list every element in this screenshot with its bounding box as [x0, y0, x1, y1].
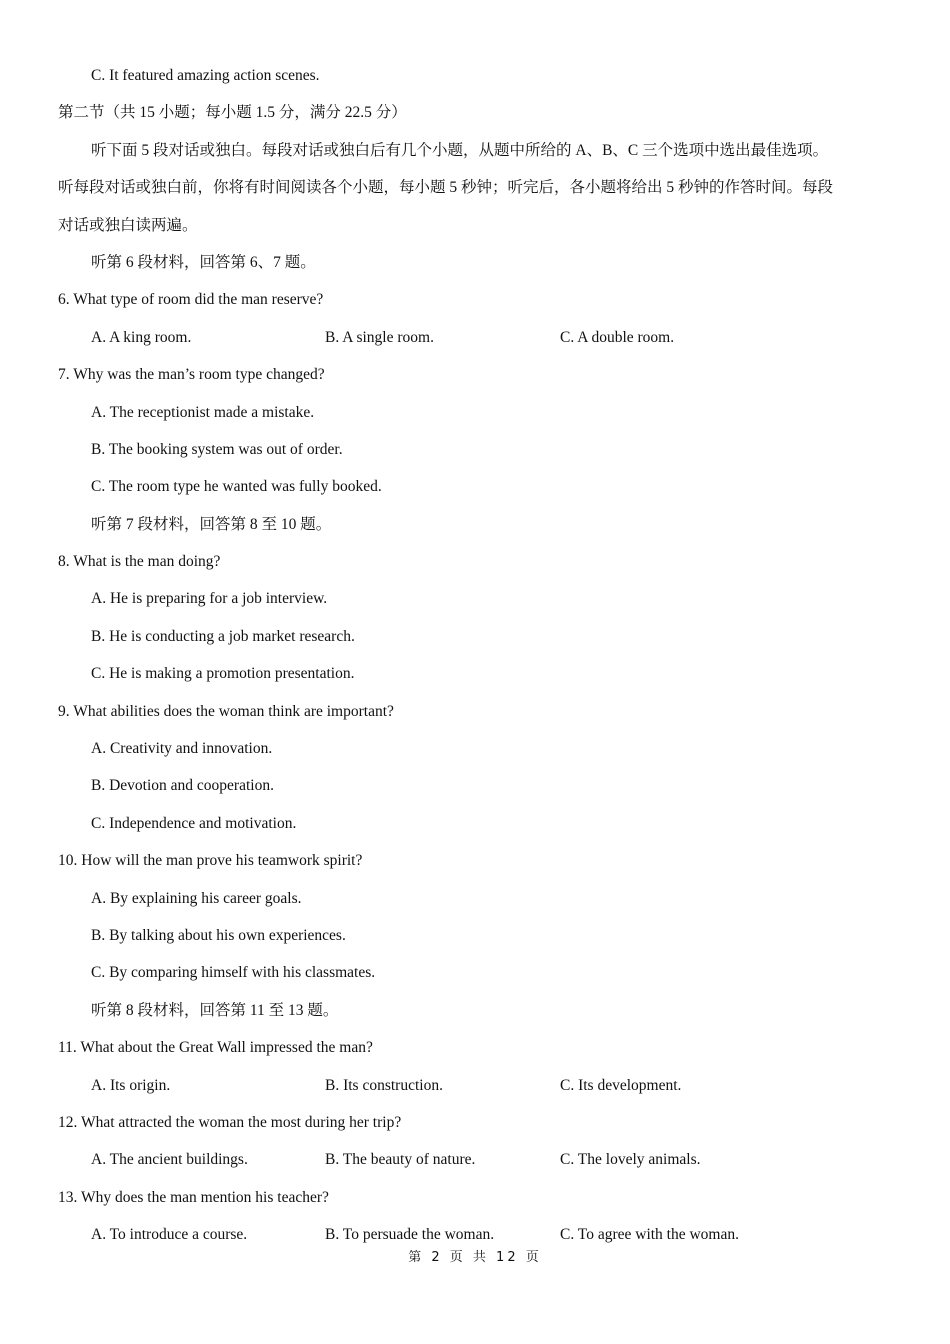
option-line	[0, 880, 950, 917]
instruction-line	[0, 506, 950, 543]
answer-option: B. Its construction.	[325, 1076, 443, 1094]
line-text: C. He is making a promotion presentation.	[91, 665, 355, 683]
line-text: 12. What attracted the woman the most during her trip?	[58, 1113, 402, 1131]
line-text: C. Independence and motivation.	[91, 814, 297, 832]
option-line	[0, 468, 950, 505]
line-text: 听第 7 段材料，回答第 8 至 10 题。	[91, 515, 332, 533]
option-line	[0, 618, 950, 655]
line-text: C. The room type he wanted was fully booked.	[91, 478, 382, 496]
question-stem	[0, 1104, 950, 1141]
line-text: A. By explaining his career goals.	[91, 889, 302, 907]
option-line	[0, 394, 950, 431]
line-text: 11. What about the Great Wall impressed the man?	[58, 1039, 373, 1057]
option-line	[0, 767, 950, 804]
line-text: 7. Why was the man’s room type changed?	[58, 366, 325, 384]
answer-option: B. The beauty of nature.	[325, 1151, 476, 1169]
option-row	[0, 1141, 950, 1178]
page-footer: 第 2 页 共 12 页	[408, 1250, 542, 1265]
instruction-line	[0, 244, 950, 281]
question-stem	[0, 356, 950, 393]
line-text: C. It featured amazing action scenes.	[91, 67, 320, 84]
line-text: A. The receptionist made a mistake.	[91, 403, 315, 421]
question-stem	[0, 281, 950, 318]
question-stem	[0, 693, 950, 730]
option-line	[0, 580, 950, 617]
option-line	[0, 805, 950, 842]
line-text: 听下面 5 段对话或独白。每段对话或独白后有几个小题，从题中所给的 A、B、C 三个选项中选出最佳选项。	[91, 141, 829, 159]
line-text: 听每段对话或独白前，你将有时间阅读各个小题，每小题 5 秒钟；听完后，各小题将给出 5 秒钟的作答时间。每段	[58, 179, 834, 197]
answer-option: C. To agree with the woman.	[560, 1226, 739, 1244]
line-text: B. The booking system was out of order.	[91, 440, 343, 458]
answer-option: C. A double room.	[560, 328, 675, 346]
instruction-line	[0, 992, 950, 1029]
option-line	[0, 431, 950, 468]
instruction-line	[0, 169, 950, 206]
option-line	[0, 954, 950, 991]
instruction-line	[0, 132, 950, 169]
section-heading	[0, 94, 950, 131]
option-line	[0, 917, 950, 954]
line-text: 6. What type of room did the man reserve?	[58, 291, 324, 309]
option-row	[0, 319, 950, 356]
question-stem	[0, 543, 950, 580]
line-text: B. He is conducting a job market research.	[91, 627, 355, 645]
answer-option: B. A single room.	[325, 328, 434, 346]
answer-option: A. A king room.	[91, 328, 192, 346]
line-text: 13. Why does the man mention his teacher?	[58, 1188, 329, 1206]
line-text: C. By comparing himself with his classmates.	[91, 964, 376, 982]
line-text: 听第 6 段材料，回答第 6、7 题。	[91, 253, 316, 271]
line-text: 听第 8 段材料，回答第 11 至 13 题。	[91, 1001, 339, 1019]
line-text: A. He is preparing for a job interview.	[91, 590, 328, 608]
answer-option: C. The lovely animals.	[560, 1151, 701, 1169]
document-body	[0, 57, 950, 1254]
line-text: 8. What is the man doing?	[58, 553, 221, 571]
option-line	[0, 730, 950, 767]
question-stem	[0, 1179, 950, 1216]
line-text: 9. What abilities does the woman think are important?	[58, 702, 394, 720]
instruction-line	[0, 207, 950, 244]
answer-option: B. To persuade the woman.	[325, 1226, 495, 1244]
question-stem	[0, 842, 950, 879]
line-text: B. By talking about his own experiences.	[91, 926, 346, 944]
option-row	[0, 1067, 950, 1104]
line-text: 第二节（共 15 小题；每小题 1.5 分，满分 22.5 分）	[58, 104, 407, 122]
answer-option: A. To introduce a course.	[91, 1226, 248, 1244]
line-text: 对话或独白读两遍。	[58, 216, 198, 234]
option-line	[0, 655, 950, 692]
line-text: A. Creativity and innovation.	[91, 740, 273, 758]
answer-option: A. The ancient buildings.	[91, 1151, 248, 1169]
question-stem	[0, 1029, 950, 1066]
answer-option: C. Its development.	[560, 1076, 682, 1094]
line-text: B. Devotion and cooperation.	[91, 777, 274, 795]
line-text: 10. How will the man prove his teamwork spirit?	[58, 852, 363, 870]
option-line	[0, 57, 950, 94]
answer-option: A. Its origin.	[91, 1076, 171, 1094]
